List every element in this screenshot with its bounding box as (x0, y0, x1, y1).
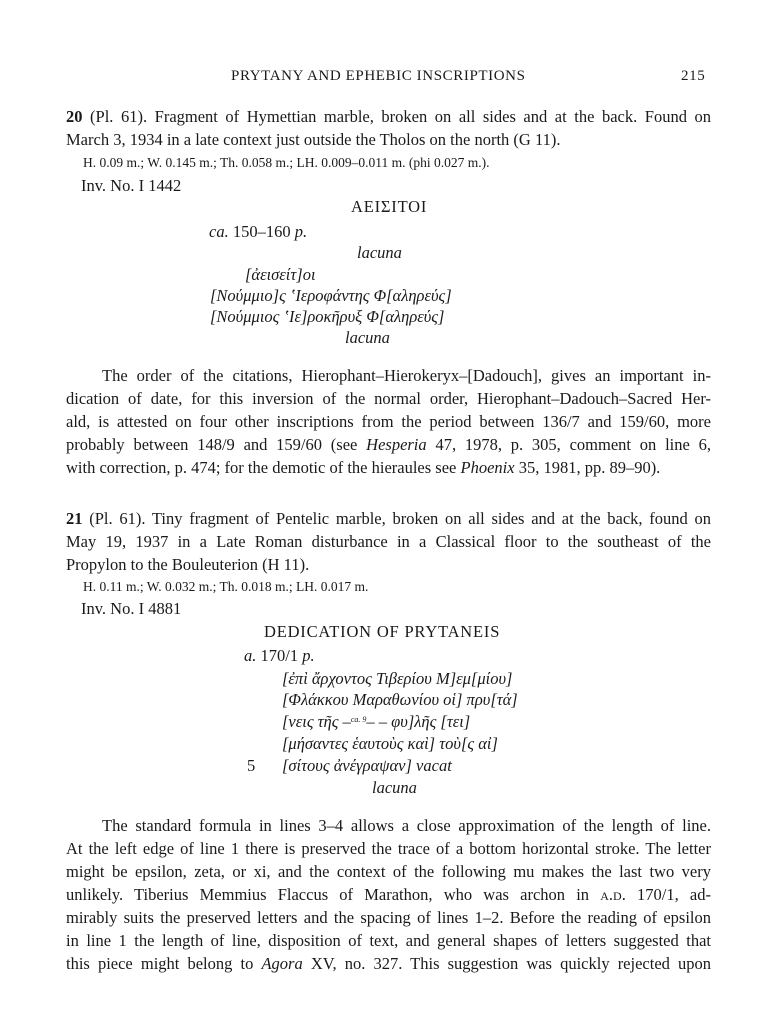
entry20-desc-line2: March 3, 1934 in a late context just outside the Tholos on the north (G 11). (66, 130, 561, 149)
entry21-text-line3: [νεις τῆς –$^{ca. 9}$– – φυ]λῆς [τει] (282, 712, 471, 731)
lacuna-count-note: ca. 9 (350, 715, 367, 724)
entry20-commentary-line5: with correction, p. 474; for the demotic of the hieraules see Phoenix 35, 1981, pp. 89–90). (66, 458, 661, 477)
entry20-inventory: Inv. No. I 1442 (81, 176, 182, 195)
entry20-lacuna-top: lacuna (357, 243, 402, 262)
agora-reference: Agora (261, 954, 303, 973)
entry21-desc-line2: May 19, 1937 in a Late Roman disturbance in a Classical floor to the southeast of the (66, 532, 711, 551)
entry21-commentary-line5: mirably suits the preserved letters and the spacing of lines 1–2. Before the reading of epsilon (66, 908, 711, 927)
page-number: 215 (681, 68, 706, 84)
entry21-text-line2: [Φλάκκου Μαραθωνίου οἱ] πρυ[τά] (282, 690, 518, 709)
entry21-commentary-line2: At the left edge of line 1 there is preserved the trace of a bottom horizontal stroke. The letter (66, 839, 711, 858)
entry20-date: ca. 150–160 p. (209, 222, 308, 241)
entry21-lacuna-bottom: lacuna (372, 778, 417, 797)
running-title: PRYTANY AND EPHEBIC INSCRIPTIONS (231, 68, 526, 84)
hesperia-reference: Hesperia (366, 435, 427, 454)
entry21-commentary-line1: The standard formula in lines 3–4 allows a close approximation of the length of line. (102, 816, 711, 835)
entry21-commentary-line3: might be epsilon, zeta, or xi, and the context of the following mu makes the last two very (66, 862, 711, 881)
entry21-desc-line3: Propylon to the Bouleuterion (H 11). (66, 555, 310, 574)
phoenix-reference: Phoenix (460, 458, 515, 477)
entry21-number: 21 (66, 509, 83, 528)
entry20-number: 20 (66, 107, 83, 126)
entry20-commentary-line4: probably between 148/9 and 159/60 (see Hesperia 47, 1978, p. 305, comment on line 6, (66, 435, 711, 454)
entry21-inventory: Inv. No. I 4881 (81, 599, 182, 618)
entry21-title: DEDICATION OF PRYTANEIS (264, 622, 501, 641)
entry21-commentary-line4: unlikely. Tiberius Memmius Flaccus of Marathon, who was archon in a.d. 170/1, ad- (66, 885, 711, 904)
entry21-desc-line1: 21 (Pl. 61). Tiny fragment of Pentelic marble, broken on all sides and at the back, found on (66, 509, 711, 528)
entry21-text-line5: [σίτους ἀνέγραψαν] vacat (282, 756, 452, 775)
entry20-title: ΑΕΙΣΙΤΟΙ (351, 197, 428, 216)
entry21-commentary-line7: this piece might belong to Agora XV, no. 327. This suggestion was quickly rejected upon (66, 954, 712, 973)
entry20-commentary-line3: ald, is attested on four other inscriptions from the period between 136/7 and 159/60, more (66, 412, 711, 431)
entry21-dimensions: H. 0.11 m.; W. 0.032 m.; Th. 0.018 m.; LH. 0.017 m. (83, 579, 369, 594)
entry20-text-line2: [Νούμμιο]ς ʽΙεροφάντης Φ[αληρεύς] (210, 286, 452, 305)
entry21-line-number-5: 5 (247, 756, 256, 775)
entry20-lacuna-bottom: lacuna (345, 328, 390, 347)
entry21-text-line1: [ἐπὶ ἄρχοντος Τιβερίου Μ]εμ[μίου] (282, 669, 513, 688)
entry20-text-line1: [ἀεισείτ]οι (245, 265, 316, 284)
entry20-text-line3: [Νούμμιος ʽΙε]ροκῆρυξ Φ[αληρεύς] (210, 307, 445, 326)
entry20-commentary-line1: The order of the citations, Hierophant–Hierokeryx–[Dadouch], gives an important in- (102, 366, 711, 385)
entry20-commentary-line2: dication of date, for this inversion of the normal order, Hierophant–Dadouch–Sacred Her- (66, 389, 711, 408)
entry21-commentary-line6: in line 1 the length of line, disposition of text, and general shapes of letters suggested that (66, 931, 711, 950)
entry20-dimensions: H. 0.09 m.; W. 0.145 m.; Th. 0.058 m.; LH. 0.009–0.011 m. (phi 0.027 m.). (83, 155, 490, 170)
entry21-date: a. 170/1 p. (244, 646, 315, 665)
ad-abbreviation: a.d. (600, 885, 626, 904)
entry20-desc-line1: 20 (Pl. 61). Fragment of Hymettian marble, broken on all sides and at the back. Found on (66, 107, 711, 126)
entry21-text-line4: [μήσαντες ἑαυτοὺς καὶ] τοὺ[ς αἰ] (282, 734, 498, 753)
